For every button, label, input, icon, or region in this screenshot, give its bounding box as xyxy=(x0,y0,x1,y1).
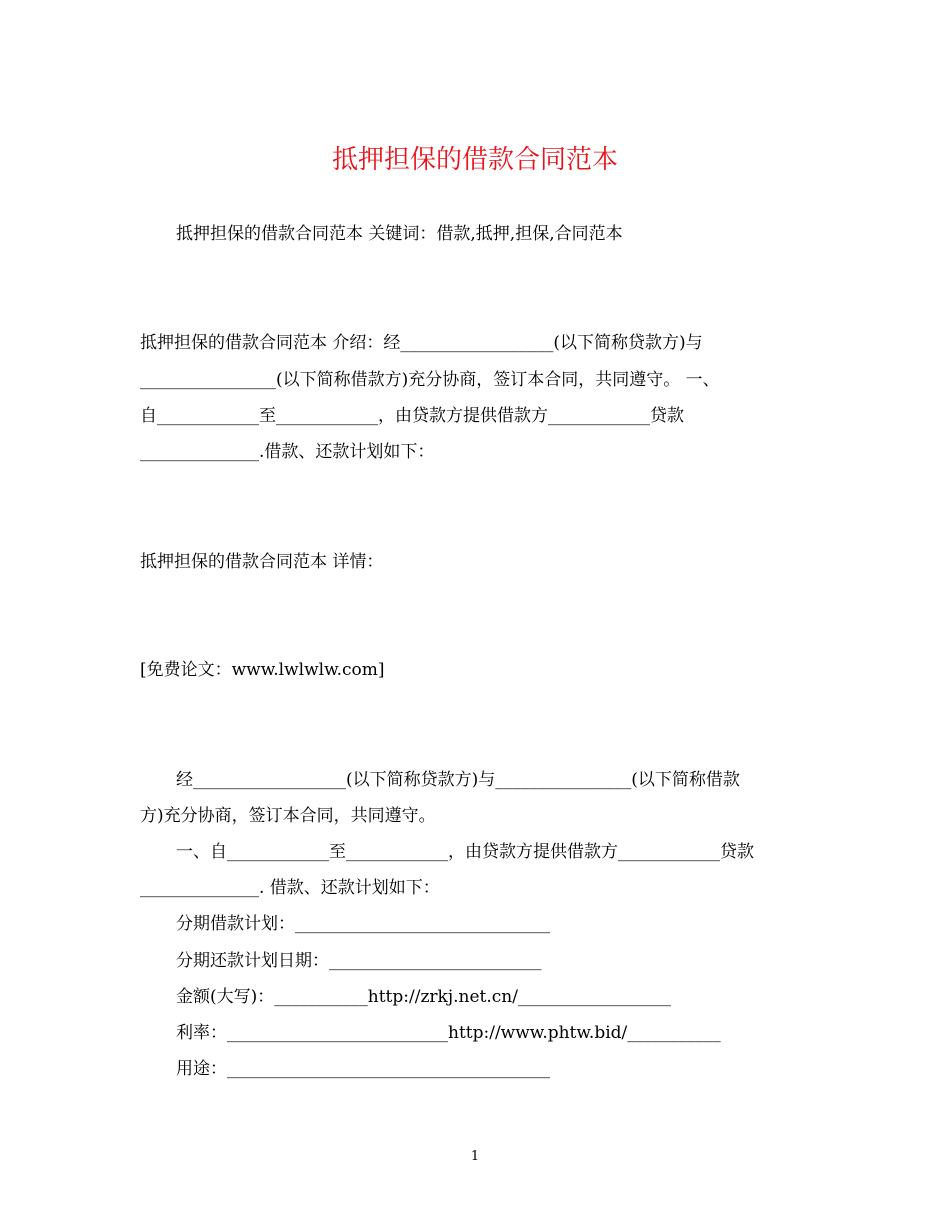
field-installment-repayment-date: 分期还款计划日期：_________________________ xyxy=(176,951,542,971)
details-heading: 抵押担保的借款合同范本 详情： xyxy=(140,552,384,572)
body-line-2: 方)充分协商，签订本合同，共同遵守。 xyxy=(140,806,436,826)
intro-line-1: 抵押担保的借款合同范本 介绍：经__________________(以下简称贷款方)与 xyxy=(140,333,703,353)
keywords-line: 抵押担保的借款合同范本 关键词：借款,抵押,担保,合同范本 xyxy=(176,224,623,244)
body-line-3: 一、自____________至____________，由贷款方提供借款方____________贷款 xyxy=(176,842,754,862)
page-number: 1 xyxy=(470,1149,480,1164)
body-line-4: ______________. 借款、还款计划如下： xyxy=(140,878,440,898)
intro-line-3: 自____________至____________，由贷款方提供借款方____________贷款 xyxy=(140,406,684,426)
intro-line-4: ______________.借款、还款计划如下： xyxy=(140,442,435,462)
field-installment-borrowing-plan: 分期借款计划：______________________________ xyxy=(176,914,550,934)
document-title: 抵押担保的借款合同范本 xyxy=(331,145,618,175)
field-amount-capital: 金额(大写)：___________http://zrkj.net.cn/__________________ xyxy=(176,987,671,1007)
free-paper-link[interactable]: [免费论文：www.lwlwlw.com] xyxy=(140,660,385,680)
body-line-1: 经__________________(以下简称贷款方)与________________(以下简称借款 xyxy=(176,770,740,790)
intro-line-2: ________________(以下简称借款方)充分协商，签订本合同，共同遵守。 一、 xyxy=(140,370,720,390)
field-purpose: 用途：______________________________________ xyxy=(176,1059,550,1079)
field-interest-rate: 利率：__________________________http://www.phtw.bid/___________ xyxy=(176,1023,721,1043)
